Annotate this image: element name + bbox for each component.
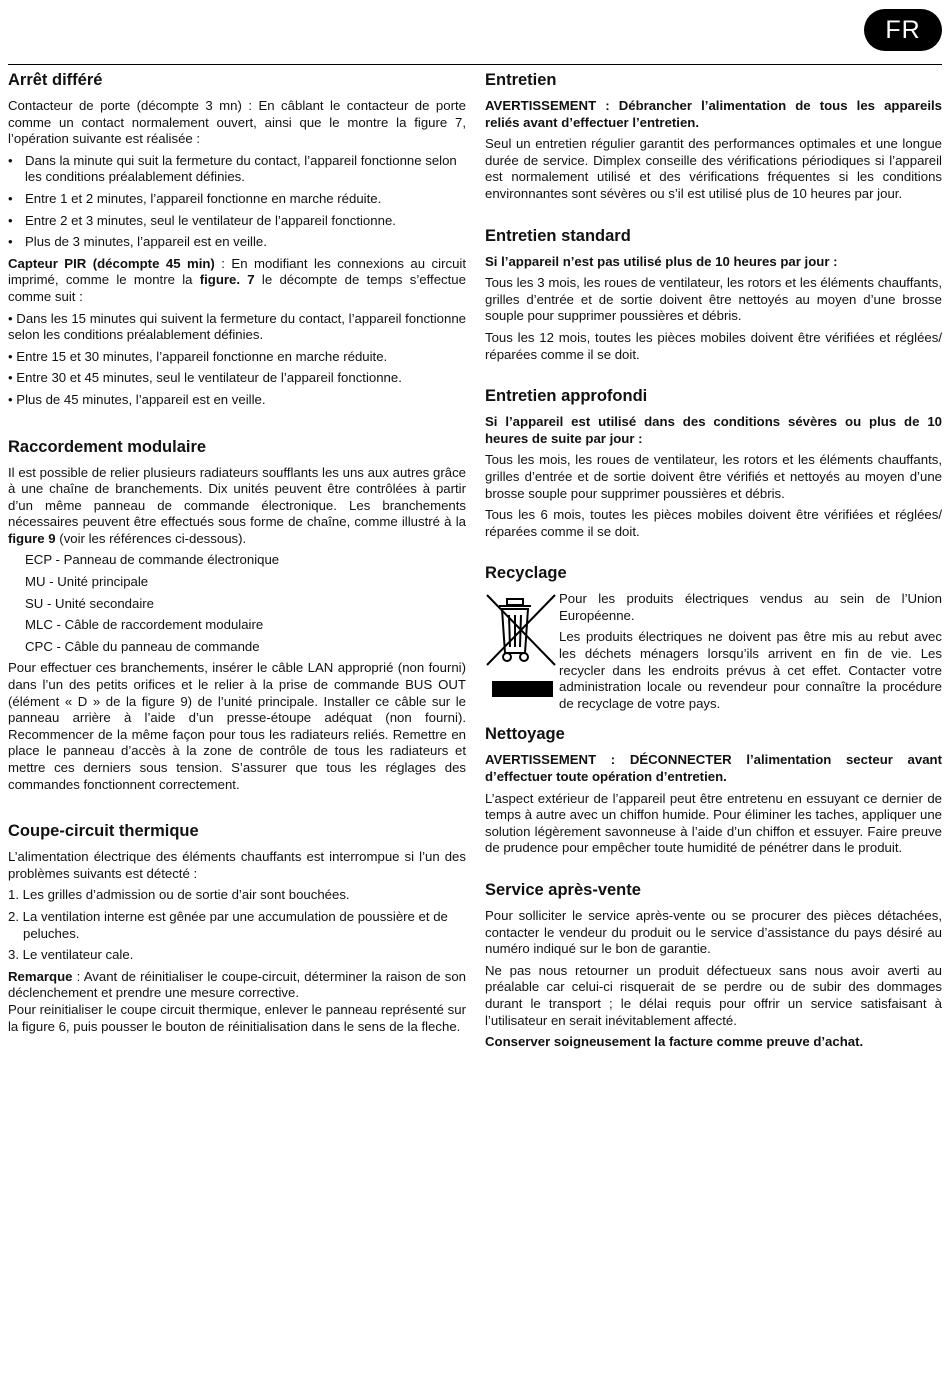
paragraph: Ne pas nous retourner un produit défectueux sans nous avoir averti au préalable car celui-ci risquerait de se perdre ou de subir des dommages durant le transport ; le délai requis pour offrir un service satisfaisant à l’utilisateur en serait inévitablement affecté. bbox=[485, 962, 942, 1028]
section-recyclage bbox=[485, 563, 942, 712]
section-coupe-circuit bbox=[8, 821, 466, 1035]
paragraph: Tous les 12 mois, toutes les pièces mobiles doivent être vérifiées et réglées/ réparées comme il se doit. bbox=[485, 329, 942, 362]
bullet-item: • Plus de 3 minutes, l’appareil est en veille. bbox=[8, 234, 267, 250]
reference-item: CPC - Câble du panneau de commande bbox=[25, 638, 260, 654]
section-entretien bbox=[485, 70, 942, 203]
section-title: Coupe-circuit thermique bbox=[8, 822, 199, 841]
paragraph: L’alimentation électrique des éléments chauffants est interrompue si l’un des problèmes suivants est détecté : bbox=[8, 849, 466, 881]
language-badge: FR bbox=[864, 9, 942, 51]
reference-item: MU - Unité principale bbox=[25, 574, 149, 590]
subtitle: Si l’appareil n’est pas utilisé plus de 10 heures par jour : bbox=[485, 253, 838, 269]
warning-text: AVERTISSEMENT : Débrancher l’alimentation de tous les appareils reliés avant d’effectuer l’entretien. bbox=[485, 98, 942, 130]
reference-item: MLC - Câble de raccordement modulaire bbox=[25, 617, 264, 633]
numbered-item: 1. Les grilles d’admission ou de sortie d’air sont bouchées. bbox=[8, 887, 350, 903]
numbered-item: 2. La ventilation interne est gênée par une accumulation de poussière et de peluches. bbox=[8, 908, 448, 941]
paragraph: Pour les produits électriques vendus au sein de l’Union Européenne. bbox=[559, 591, 942, 623]
pir-item: • Plus de 45 minutes, l’appareil est en veille. bbox=[8, 391, 266, 407]
paragraph: L’aspect extérieur de l’appareil peut être entretenu en essuyant ce dernier de temps à autre avec un chiffon humide. Pour éliminer les taches, appliquer une solution légèrement savonneuse à l’aide d’un chiffon et essuyer. Faire preuve de prudence pour empêcher toute humidité de pénétrer dans le produit. bbox=[485, 790, 942, 856]
section-entretien-standard bbox=[485, 226, 942, 364]
paragraph: Pour solliciter le service après-vente ou se procurer des pièces détachées, contacter le vendeur du produit ou le service d’assistance du pays désiré au numéro indiqué sur le bon de garantie. bbox=[485, 908, 942, 957]
section-arret-differe bbox=[8, 70, 466, 409]
section-nettoyage bbox=[485, 724, 942, 857]
reference-item: ECP - Panneau de commande électronique bbox=[25, 552, 280, 568]
header-rule bbox=[8, 64, 942, 65]
section-title: Nettoyage bbox=[485, 725, 565, 744]
section-entretien-approfondi bbox=[485, 386, 942, 540]
crossed-bin-icon bbox=[485, 591, 557, 701]
bullet-item: • Entre 1 et 2 minutes, l’appareil fonctionne en marche réduite. bbox=[8, 190, 382, 206]
pir-item: • Dans les 15 minutes qui suivent la fermeture du contact, l’appareil fonctionne selon les conditions préalablement définies. bbox=[8, 310, 466, 343]
section-title: Entretien approfondi bbox=[485, 387, 648, 406]
section-title: Raccordement modulaire bbox=[8, 437, 207, 456]
section-title: Arrêt différé bbox=[8, 71, 103, 89]
pir-item: • Entre 30 et 45 minutes, seul le ventilateur de l’appareil fonctionne. bbox=[8, 370, 402, 386]
paragraph: Pour effectuer ces branchements, insérer le câble LAN approprié (non fourni) dans l’un des petits orifices et le relier à la prise de commande BUS OUT (élément « D » de la figure 9) de l’unité principale. Installer ce câble sur le panneau arrière à l’aide d’un presse-étoupe adéquat (non fourni). Recommencer de la même façon pour tous les radiateurs reliés. Remettre en place le panneau d’accès à la zone de contrôle de tous les radiateurs et mettre ces derniers sous tension. S’assurer que tous les réglages des commandes fonctionnent correctement. bbox=[8, 660, 466, 792]
paragraph: Pour reinitialiser le coupe circuit thermique, enlever le panneau représenté sur la figure 6, puis pousser le bouton de réinitialisation dans le sens de la fleche. bbox=[8, 1001, 466, 1034]
pir-item: • Entre 15 et 30 minutes, l’appareil fonctionne en marche réduite. bbox=[8, 348, 388, 364]
section-title: Service après-vente bbox=[485, 881, 641, 899]
section-service-apres-vente bbox=[485, 880, 942, 1051]
paragraph: Seul un entretien régulier garantit des performances optimales et une longue durée de service. Dimplex conseille des vérifications périodiques si l’appareil est normalement utilisé et des vérifications fréquentes si les conditions environnantes sont sévères ou s’il est utilisé plus de 10 heures par jour. bbox=[485, 136, 942, 201]
section-title: Entretien bbox=[485, 71, 557, 89]
paragraph: Tous les mois, les roues de ventilateur, les rotors et les éléments chauffants, grilles d’entrée et de sortie doivent être vérifiés et nettoyés au moyen d’une brosse souple pour supprimer poussières et débris. bbox=[485, 452, 942, 501]
pir-paragraph: Capteur PIR (décompte 45 min) : En modifiant les connexions au circuit imprimé, comme le montre la figure. 7 le décompte de temps s’effectue comme suit : bbox=[8, 255, 466, 304]
final-note: Conserver soigneusement la facture comme preuve d’achat. bbox=[485, 1034, 864, 1050]
section-raccordement-modulaire bbox=[8, 437, 466, 794]
numbered-item: 3. Le ventilateur cale. bbox=[8, 947, 134, 963]
subtitle: Si l’appareil est utilisé dans des conditions sévères ou plus de 10 heures de suite par jour : bbox=[485, 414, 942, 446]
paragraph: Tous les 6 mois, toutes les pièces mobiles doivent être vérifiées et réglées/ réparées comme il se doit. bbox=[485, 507, 942, 539]
left-column bbox=[8, 70, 466, 1040]
remark-paragraph: Remarque : Avant de réinitialiser le coupe-circuit, déterminer la raison de son déclenchement et prendre une mesure corrective. bbox=[8, 968, 466, 1001]
paragraph: Les produits électriques ne doivent pas être mis au rebut avec les déchets ménagers lorsqu’ils arrivent en fin de vie. Les recycler dans les endroits prévus à cet effet. Contacter votre administration locale ou revendeur pour connaître la procédure de recyclage de votre pays. bbox=[559, 629, 942, 711]
bullet-item: • Entre 2 et 3 minutes, seul le ventilateur de l’appareil fonctionne. bbox=[8, 212, 396, 228]
warning-text: AVERTISSEMENT : DÉCONNECTER l’alimentation secteur avant d’effectuer toute opération d’entretien. bbox=[485, 752, 942, 785]
paragraph: Tous les 3 mois, les roues de ventilateur, les rotors et les éléments chauffants, grilles d’entrée et de sortie doivent être nettoyés au moyen d’une brosse souple pour supprimer poussières et débris. bbox=[485, 275, 942, 324]
paragraph: Il est possible de relier plusieurs radiateurs soufflants les uns aux autres grâce à une chaîne de branchements. Dix unités peuvent être contrôlées à partir d’un même panneau de commande électronique. Les branchements nécessaires peuvent être effectués sous forme de chaîne, comme illustré à la figure 9 (voir les références ci-dessous). bbox=[8, 464, 466, 546]
bullet-item: • Dans la minute qui suit la fermeture du contact, l’appareil fonctionne selon les conditions préalablement définies. bbox=[8, 152, 457, 185]
paragraph: Contacteur de porte (décompte 3 mn) : En câblant le contacteur de porte comme un contact normalement ouvert, ainsi que le montre la figure 7, l’opération suivante est réalisée : bbox=[8, 98, 466, 147]
right-column bbox=[485, 70, 942, 1056]
section-title: Recyclage bbox=[485, 564, 567, 583]
section-title: Entretien standard bbox=[485, 226, 631, 245]
reference-item: SU - Unité secondaire bbox=[25, 595, 155, 611]
